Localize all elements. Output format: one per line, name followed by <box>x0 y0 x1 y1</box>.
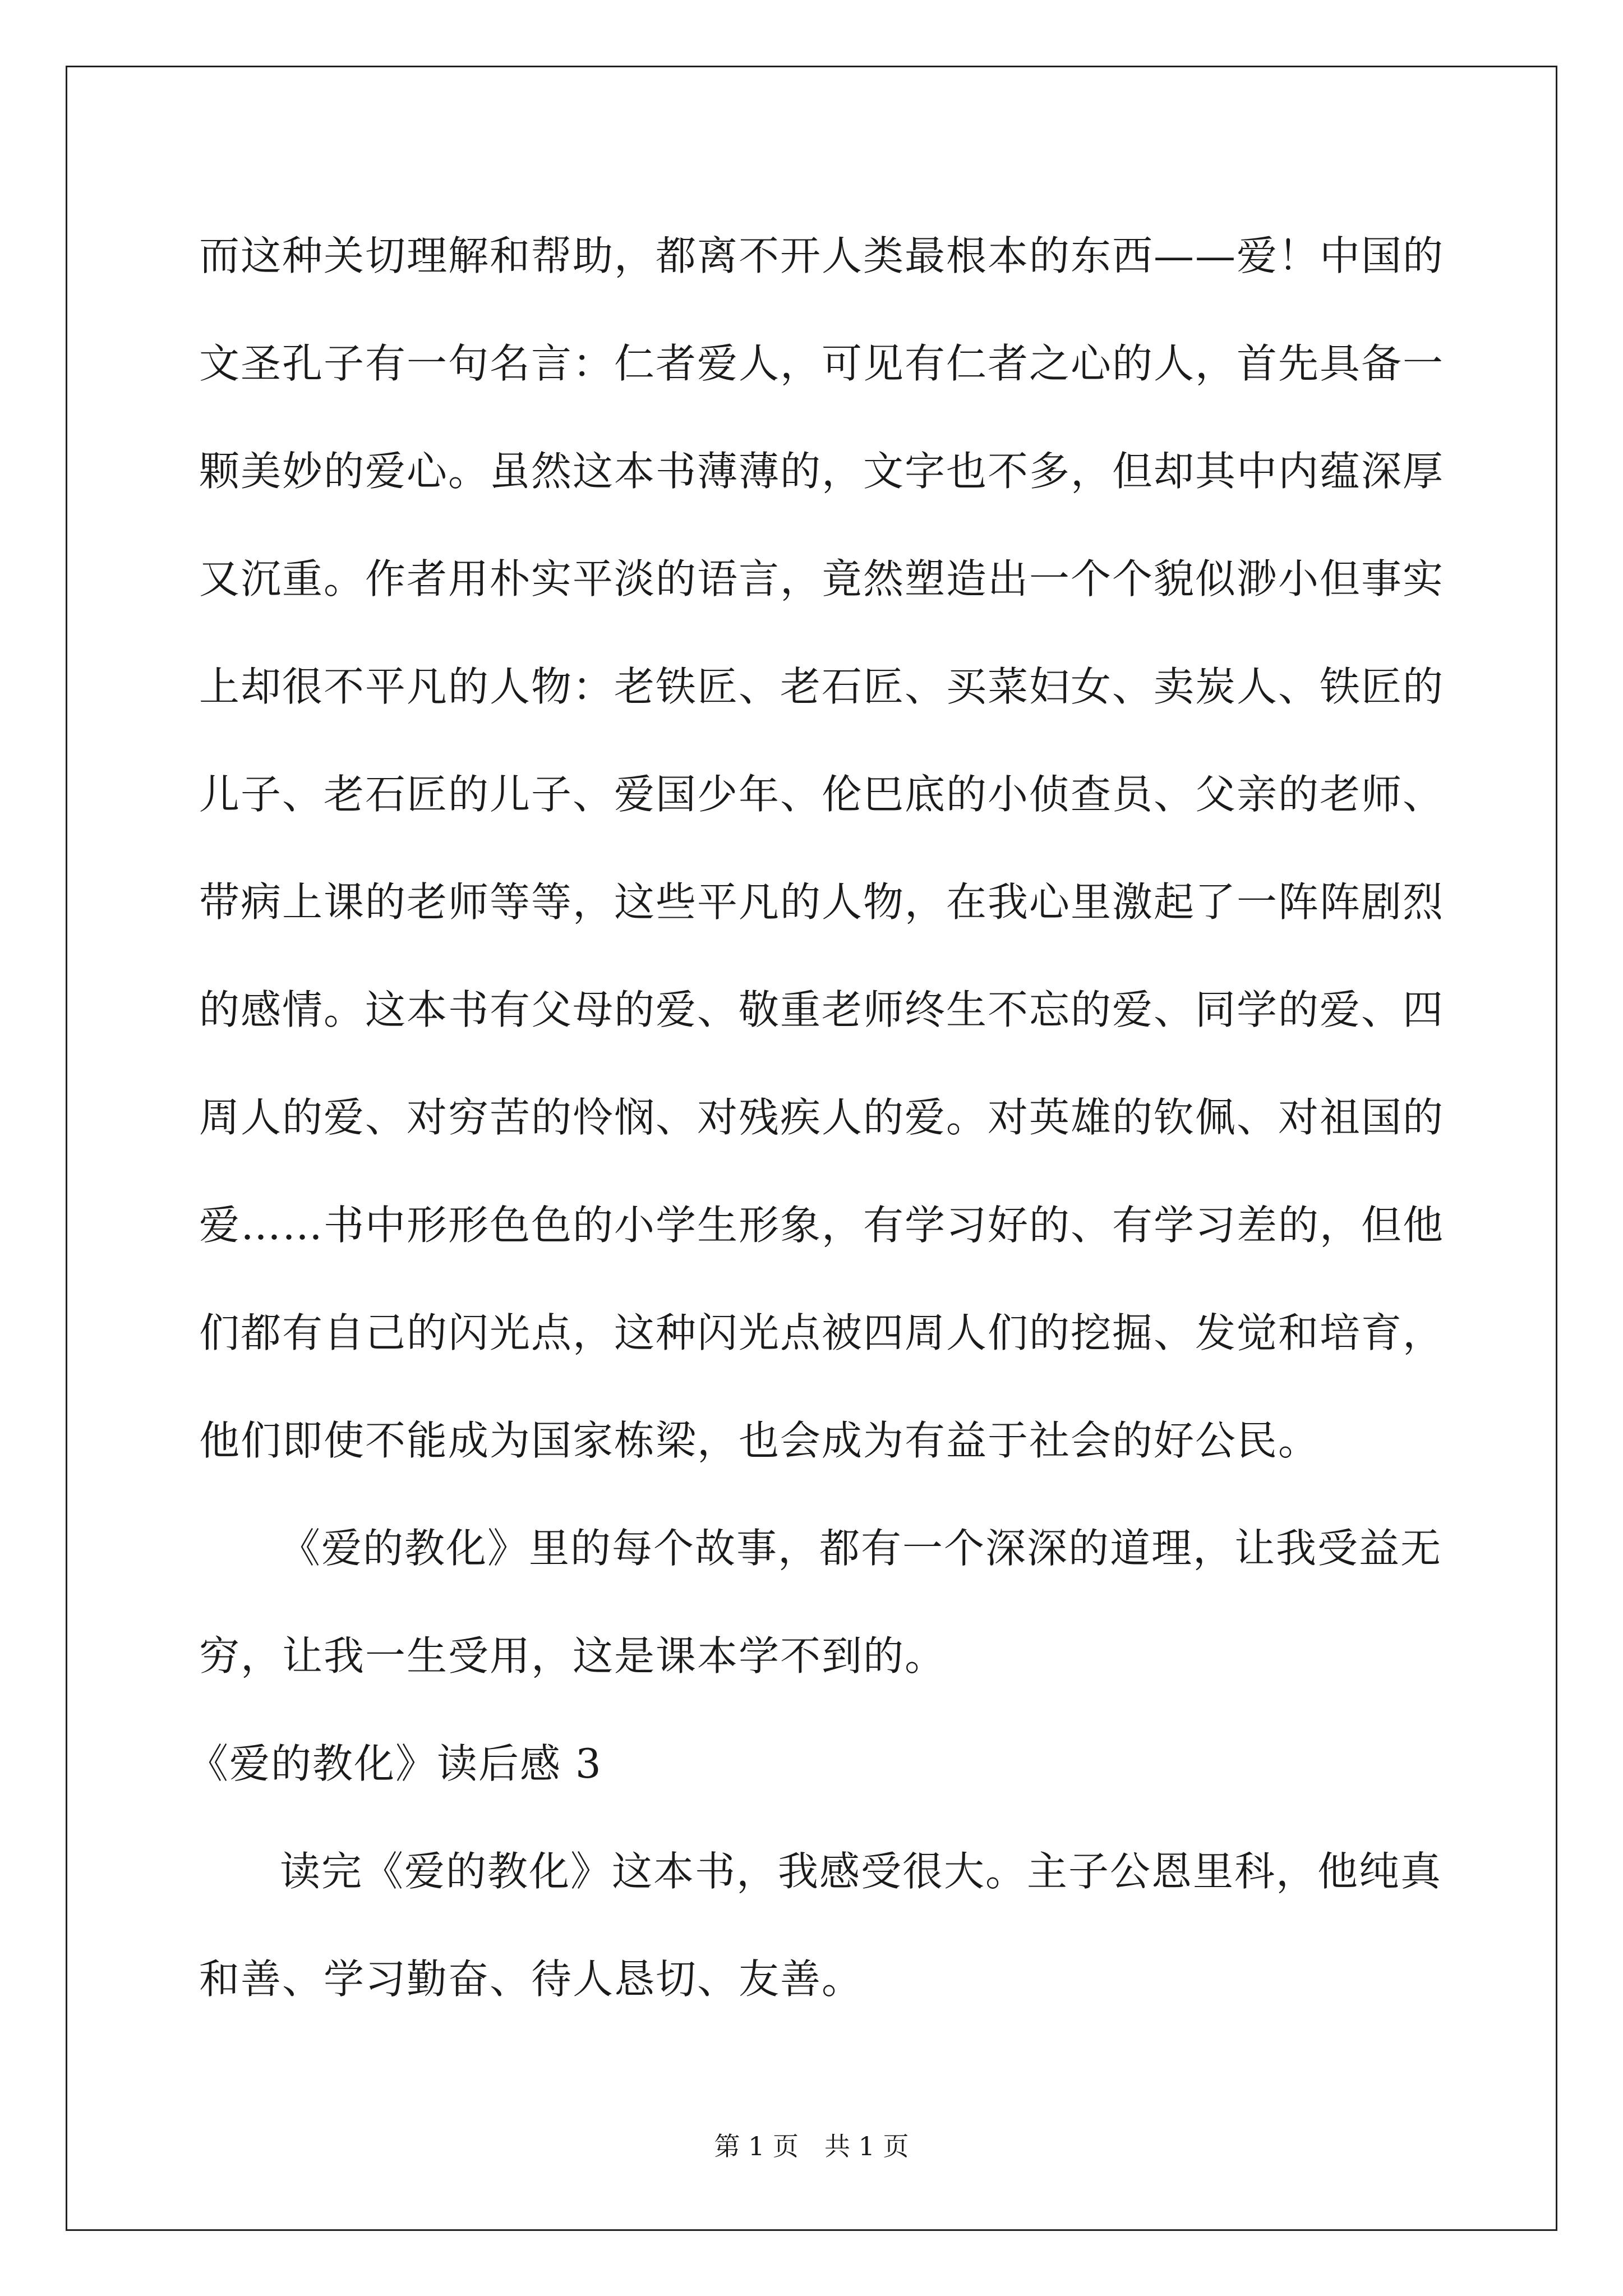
section-heading: 《爱的教化》读后感 3 <box>188 1740 602 1787</box>
text-line: 带病上课的老师等等，这些平凡的人物，在我心里激起了一阵阵剧烈 <box>199 878 1445 926</box>
text-line: 文圣孔子有一句名言：仁者爱人，可见有仁者之心的人，首先具备一 <box>199 340 1445 387</box>
text-line: 颗美妙的爱心。虽然这本书薄薄的，文字也不多，但却其中内蕴深厚 <box>199 448 1445 495</box>
text-line: 和善、学习勤奋、待人恳切、友善。 <box>199 1955 864 2003</box>
text-line: 而这种关切理解和帮助，都离不开人类最根本的东西——爱！中国的 <box>199 232 1445 279</box>
text-line: 读完《爱的教化》这本书，我感受很大。主子公恩里科，他纯真 <box>280 1848 1442 1895</box>
text-line: 穷，让我一生受用，这是课本学不到的。 <box>199 1632 947 1680</box>
text-line: 又沉重。作者用朴实平淡的语言，竟然塑造出一个个貌似渺小但事实 <box>199 555 1445 602</box>
text-line: 他们即使不能成为国家栋梁，也会成为有益于社会的好公民。 <box>199 1417 1320 1464</box>
paragraph-2 <box>199 1494 1442 1710</box>
text-line: 《爱的教化》里的每个故事，都有一个深深的道理，让我受益无 <box>280 1525 1442 1572</box>
text-line: 上却很不平凡的人物：老铁匠、老石匠、买菜妇女、卖炭人、铁匠的 <box>199 663 1445 710</box>
paragraph-1 <box>199 202 1445 1494</box>
text-line: 们都有自己的闪光点，这种闪光点被四周人们的挖掘、发觉和培育， <box>199 1309 1445 1356</box>
text-line: 爱……书中形形色色的小学生形象，有学习好的、有学习差的，但他 <box>199 1202 1445 1249</box>
paragraph-3 <box>199 1818 1442 2033</box>
document-body <box>188 202 1445 2033</box>
text-line: 儿子、老石匠的儿子、爱国少年、伦巴底的小侦查员、父亲的老师、 <box>199 771 1445 818</box>
page-number-footer: 第 1 页 共 1 页 <box>714 2131 909 2161</box>
text-line: 周人的爱、对穷苦的怜悯、对残疾人的爱。对英雄的钦佩、对祖国的 <box>199 1094 1445 1141</box>
text-line: 的感情。这本书有父母的爱、敬重老师终生不忘的爱、同学的爱、四 <box>199 986 1445 1033</box>
